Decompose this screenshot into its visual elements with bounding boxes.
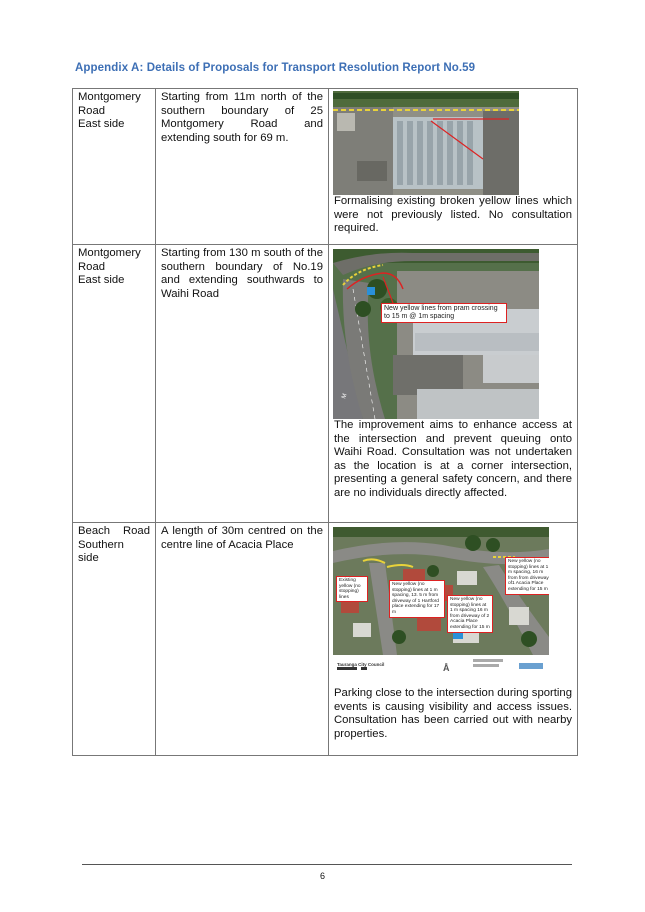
table-row — [73, 245, 578, 523]
location-text: Starting from 130 m south of the southern boundary of No.19 and extending southwards to Waihi Road — [161, 247, 323, 300]
page-title: Appendix A: Details of Proposals for Transport Resolution Report No.59 — [75, 62, 476, 74]
location-cell — [156, 523, 329, 756]
map-callout: New yellow lines from pram crossing to 15 m @ 1m spacing — [381, 303, 507, 323]
location-text: Starting from 11m north of the southern boundary of 25 Montgomery Road and extending south for 69 m. — [161, 91, 323, 144]
comment-text: The improvement aims to enhance access at the intersection and prevent queuing onto Waihi Road. Consultation was not undertaken as the location is at a corner intersection, presenting a general safety concern, and there are no individuals directly affected. — [334, 419, 572, 499]
road-cell — [73, 245, 156, 523]
road-name-2: Road — [78, 260, 106, 273]
table-row — [73, 89, 578, 245]
footer-divider — [82, 864, 572, 865]
road-side: East side — [78, 118, 125, 130]
aerial-photo-2 — [333, 249, 539, 419]
road-cell — [73, 89, 156, 245]
map-footer-label: Tauranga City Council — [337, 662, 385, 667]
svg-text:Å: Å — [443, 663, 450, 673]
comment-text: Parking close to the intersection during sporting events is causing visibility and access issues. Consultation has been carried out with nearby properties. — [334, 687, 572, 740]
comment-cell — [329, 89, 578, 245]
location-cell — [156, 245, 329, 523]
road-name: Montgomery — [78, 247, 141, 259]
comment-text: Formalising existing broken yellow lines which were not previously listed. No consultation required. — [334, 195, 572, 234]
map-callout-1-acacia: New yellow (no stopping) lines at 1 m spacing, 16 m from from driveway of1 Acacia Place extending for 15 m — [505, 557, 549, 595]
aerial-photo-1 — [333, 91, 519, 195]
location-text: A length of 30m centred on the centre line of Acacia Place — [161, 525, 323, 551]
road-name: Beach Road — [78, 525, 150, 537]
road-name-2: Southern — [78, 538, 124, 551]
map-callout-existing: Existing yellow (no stopping) lines — [336, 576, 368, 602]
aerial-photo-3 — [333, 527, 549, 677]
road-name-2: Road — [78, 104, 106, 117]
svg-text:M: M — [341, 392, 349, 400]
proposals-table — [72, 88, 578, 756]
map-callout-2-acacia: New yellow (no stopping) lines at 1 m spacing 16 m from driveway of 2 Acacia Place extending for 15 m — [447, 595, 493, 633]
map-callout-hartford: New yellow (no stopping) lines at 1 m spacing, 13. 5 m from driveway of 1 Hartford place extending for 17 m — [389, 580, 445, 618]
page-number: 6 — [319, 871, 325, 881]
comment-cell — [329, 245, 578, 523]
location-cell — [156, 89, 329, 245]
road-name: Montgomery — [78, 91, 141, 103]
comment-cell — [329, 523, 578, 756]
road-side: side — [78, 552, 99, 564]
table-row — [73, 523, 578, 756]
road-side: East side — [78, 274, 125, 286]
road-cell — [73, 523, 156, 756]
